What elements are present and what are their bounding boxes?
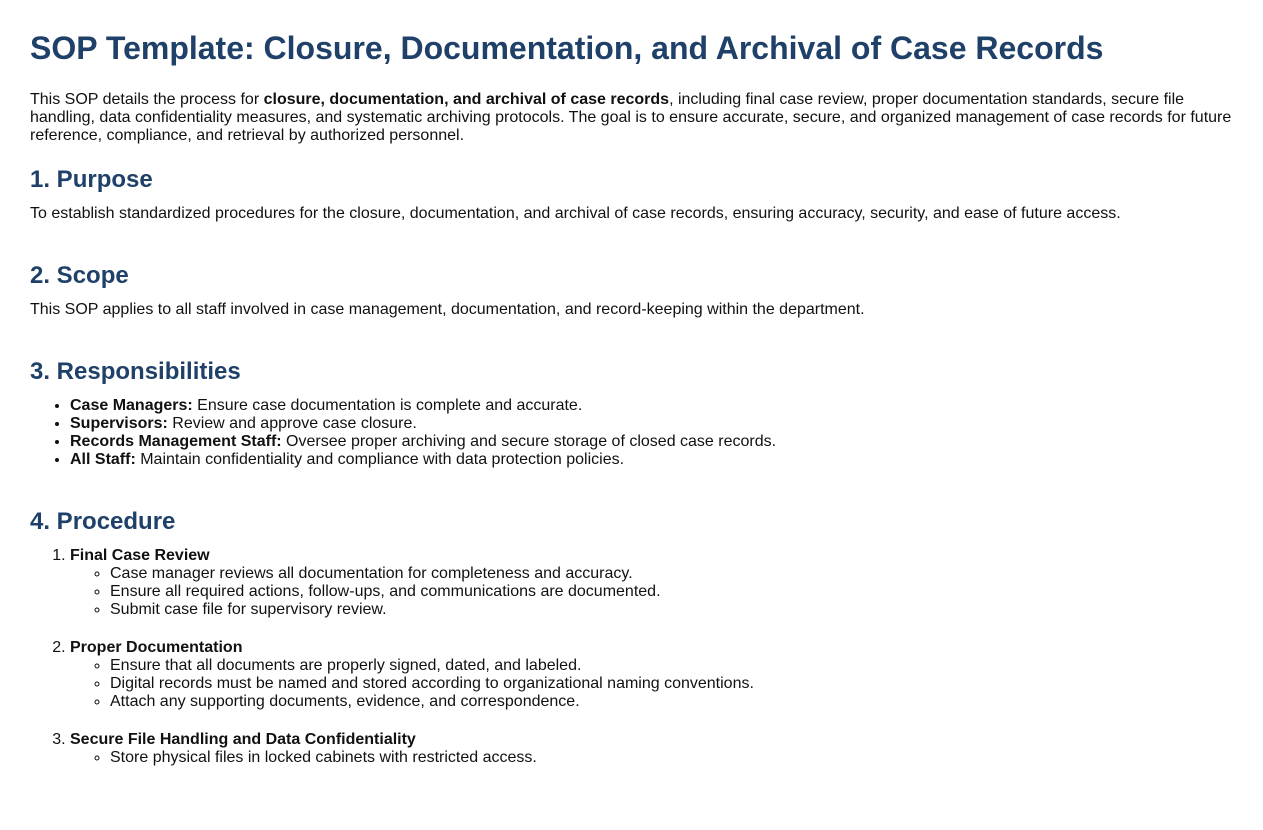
intro-text-bold: closure, documentation, and archival of case records [263, 91, 670, 108]
role-description: Maintain confidentiality and compliance with data protection policies. [135, 451, 625, 468]
list-item [70, 433, 1233, 451]
procedure-step [70, 731, 1233, 767]
list-item: ◦ Attach any supporting documents, evidence, and correspondence. [110, 693, 1233, 711]
intro-text-after: , including final case review, proper documentation standards, secure file handling, data confidentiality measures, and systematic archiving protocols. The goal is to ensure accurate, secure, and organized management of case records for future reference, compliance, and retrieval by authorized personnel. [30, 91, 1232, 144]
responsibilities-list [30, 397, 1233, 469]
list-item: ◦ Store physical files in locked cabinets with restricted access. [110, 749, 1233, 767]
role-label: Supervisors: [70, 415, 168, 432]
section-purpose [30, 165, 1233, 223]
list-item [70, 415, 1233, 433]
role-description: Ensure case documentation is complete and accurate. [192, 397, 583, 414]
purpose-heading: 1. Purpose [30, 166, 153, 193]
section-responsibilities [30, 357, 1233, 469]
list-item: ◦ Ensure that all documents are properly signed, dated, and labeled. [110, 657, 1233, 675]
procedure-step [70, 547, 1233, 619]
step-title: Final Case Review [70, 547, 210, 564]
procedure-step [70, 639, 1233, 711]
role-description: Review and approve case closure. [167, 415, 417, 432]
list-item: ◦ Digital records must be named and stored according to organizational naming conventions. [110, 675, 1233, 693]
section-scope [30, 261, 1233, 319]
purpose-text: To establish standardized procedures for the closure, documentation, and archival of case records, ensuring accuracy, security, and ease of future access. [30, 205, 1121, 222]
scope-heading: 2. Scope [30, 262, 129, 289]
step-title: Secure File Handling and Data Confidentiality [70, 731, 416, 748]
step-items [70, 657, 1233, 711]
list-item [70, 397, 1233, 415]
procedure-steps [30, 547, 1233, 767]
page-title: SOP Template: Closure, Documentation, and Archival of Case Records [30, 30, 1104, 66]
list-item: ◦ Submit case file for supervisory review. [110, 601, 1233, 619]
step-title: Proper Documentation [70, 639, 243, 656]
list-item: ◦ Ensure all required actions, follow-ups, and communications are documented. [110, 583, 1233, 601]
role-label: Case Managers: [70, 397, 193, 414]
scope-text: This SOP applies to all staff involved in case management, documentation, and record-keeping within the department. [30, 301, 865, 318]
intro-paragraph [30, 91, 1233, 145]
step-items [70, 565, 1233, 619]
responsibilities-heading: 3. Responsibilities [30, 358, 241, 385]
role-label: All Staff: [70, 451, 136, 468]
role-description: Oversee proper archiving and secure storage of closed case records. [281, 433, 777, 450]
section-procedure [30, 507, 1233, 767]
intro-text-before: This SOP details the process for [30, 91, 264, 108]
procedure-heading: 4. Procedure [30, 508, 176, 535]
step-items [70, 749, 1233, 767]
list-item: ◦ Case manager reviews all documentation for completeness and accuracy. [110, 565, 1233, 583]
document-page [0, 27, 1263, 767]
role-label: Records Management Staff: [70, 433, 282, 450]
list-item [70, 451, 1233, 469]
